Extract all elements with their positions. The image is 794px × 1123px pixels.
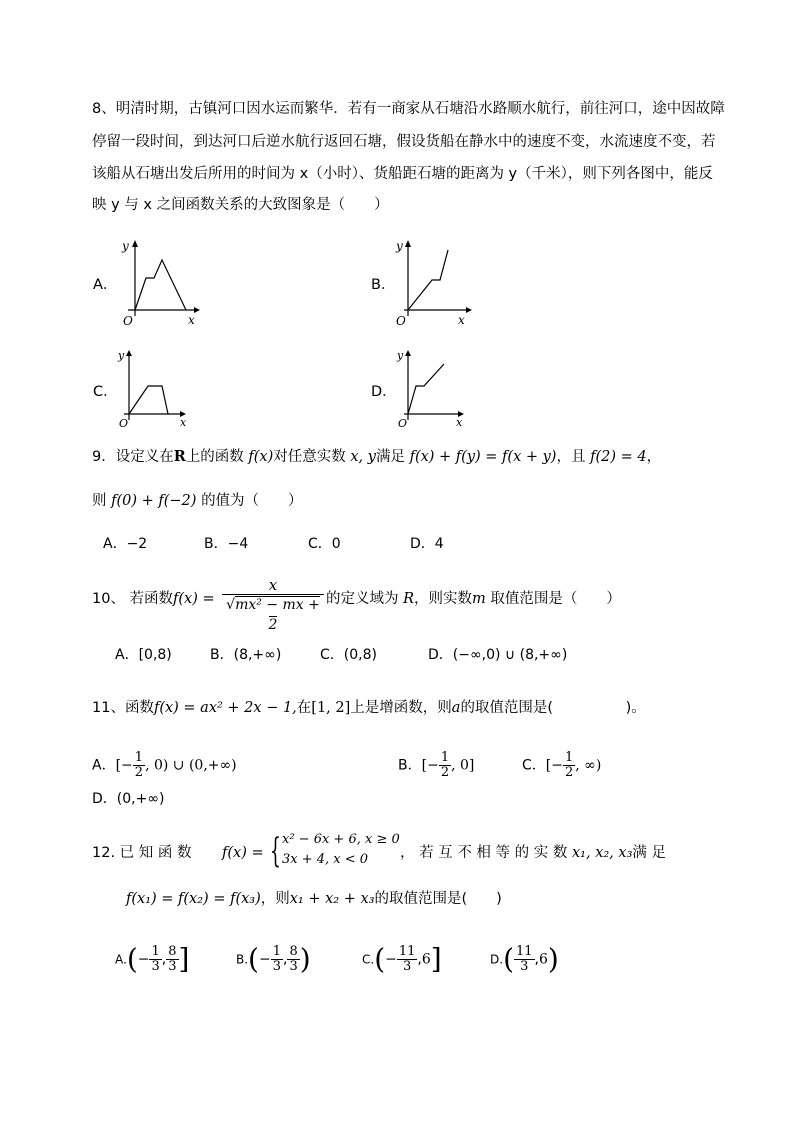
graph-a-y-label: y: [122, 239, 129, 253]
q10-option-c[interactable]: C．(0,8): [320, 647, 377, 663]
q9-option-d[interactable]: D．4: [410, 536, 444, 552]
q12-prefix: 12. 已 知 函 数: [92, 845, 192, 861]
q8-graph-b: [394, 238, 474, 328]
q8-option-b-label: B．: [371, 277, 396, 293]
q12-option-b[interactable]: B.(− $\frac{1}{3}$ , $\frac{8}{3}$ ): [236, 942, 311, 976]
graph-b-x-label: x: [458, 313, 465, 327]
q12-option-d[interactable]: D.( $\frac{11}{3}$ ,6): [490, 942, 559, 976]
q9-line-2: 则 f(0) + f(−2) 的值为（ ）: [92, 493, 303, 509]
q11-option-c[interactable]: C．[− $\frac{1}{2}$ , ∞): [522, 750, 602, 780]
q8-line-1: 8、明清时期，古镇河口因水运而繁华．若有一商家从石塘沿水路顺水航行，前往河口，途中因故障: [92, 101, 725, 117]
q8-line-2: 停留一段时间，到达河口后逆水航行返回石塘，假设货船在静水中的速度不变，水流速度不变，若: [92, 134, 716, 150]
q9-option-a[interactable]: A．−2: [103, 536, 148, 552]
q10-fx: f(x) =: [173, 591, 215, 607]
graph-d-x-label: x: [456, 416, 463, 428]
q10-option-d[interactable]: D．(−∞,0) ∪ (8,+∞): [428, 647, 568, 663]
graph-a-x-label: x: [188, 313, 195, 327]
q12-case-1: x² − 6x + 6, x ≥ 0: [282, 832, 400, 847]
q10-numerator: x: [268, 576, 278, 594]
q10-option-a[interactable]: A．[0,8): [115, 647, 172, 663]
graph-d-origin: O: [398, 417, 408, 428]
q11-line: 11、函数f(x) = ax² + 2x − 1,在[1, 2]上是增函数，则a的取值范围是( )。: [92, 700, 646, 716]
q10-suffix: 的定义域为 R，则实数m 取值范围是（ ）: [326, 591, 621, 607]
graph-d-y-label: y: [397, 349, 404, 362]
q10-prefix: 10、 若函数: [92, 591, 174, 607]
q9-option-c[interactable]: C．0: [308, 536, 341, 552]
graph-a-origin: O: [123, 314, 133, 328]
q8-option-a-label: A．: [93, 277, 118, 293]
q8-line-3: 该船从石塘出发后所用的时间为 x（小时）、货船距石塘的距离为 y（千米），则下列各图中，能反: [92, 166, 713, 182]
q12-case-2: 3x + 4, x < 0: [282, 852, 369, 867]
q8-option-d-label: D．: [371, 384, 397, 400]
q12-mid: ， 若 互 不 相 等 的 实 数 x₁, x₂, x₃满 足: [400, 845, 667, 861]
graph-b-origin: O: [396, 314, 406, 328]
q11-option-d[interactable]: D．(0,+∞): [92, 791, 165, 807]
graph-b-y-label: y: [396, 239, 403, 253]
q10-fraction: [222, 576, 324, 635]
q12-option-a[interactable]: A.(− $\frac{1}{3}$ , $\frac{8}{3}$ ]: [115, 942, 190, 976]
q8-graph-a: [118, 238, 200, 328]
graph-c-y-label: y: [118, 349, 125, 362]
q8-option-c-label: C．: [93, 384, 118, 400]
q10-denominator: √mx² − mx + 2: [222, 594, 324, 635]
q8-graph-d: [394, 348, 472, 428]
q8-graph-c: [116, 348, 192, 428]
q12-brace: {: [270, 831, 281, 871]
q8-line-4: 映 y 与 x 之间函数关系的大致图象是（ ）: [92, 197, 389, 213]
q12-line-2: f(x₁) = f(x₂) = f(x₃)，则x₁ + x₂ + x₃的取值范围是( ): [126, 891, 502, 907]
graph-c-x-label: x: [180, 416, 187, 428]
graph-c-origin: O: [119, 417, 129, 428]
q12-fx: f(x) =: [222, 845, 264, 861]
q11-option-b[interactable]: B．[− $\frac{1}{2}$ , 0]: [398, 750, 475, 780]
q9-line-1: 9．设定义在R上的函数 f(x)对任意实数 x, y满足 f(x) + f(y) = f(x + y)，且 f(2) = 4，: [92, 448, 662, 465]
q9-option-b[interactable]: B．−4: [204, 536, 249, 552]
q12-option-c[interactable]: C.(− $\frac{11}{3}$ ,6]: [362, 942, 442, 976]
q10-option-b[interactable]: B．(8,+∞): [210, 647, 282, 663]
q11-option-a[interactable]: A．[− $\frac{1}{2}$ , 0) ∪ (0,+∞): [92, 750, 237, 780]
